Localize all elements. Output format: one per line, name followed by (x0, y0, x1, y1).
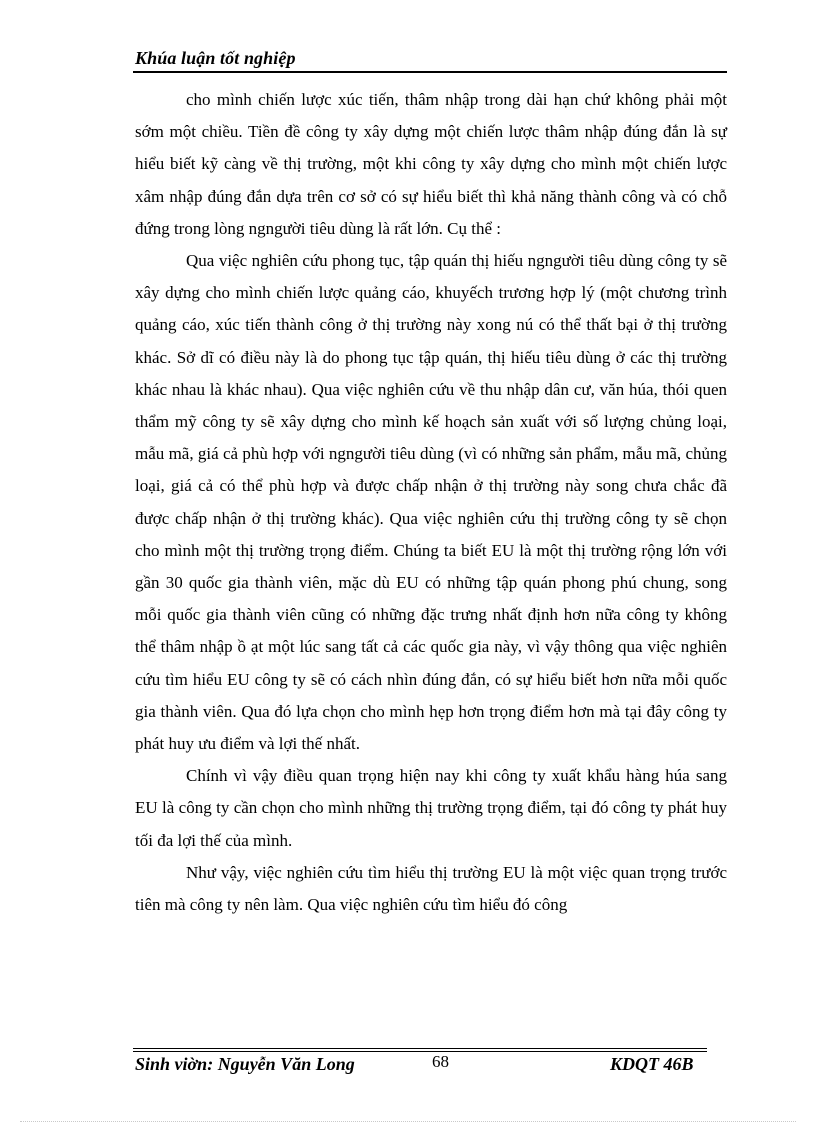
page-edge-divider (20, 1121, 796, 1122)
body-text (135, 84, 727, 921)
footer-class-code: KDQT 46B (610, 1054, 694, 1074)
footer-author: Sinh viờn: Nguyễn Văn Long (135, 1054, 355, 1074)
footer-rule-top (133, 1048, 707, 1049)
footer-rule-bottom (133, 1051, 707, 1052)
header-rule (133, 71, 727, 73)
page-number: 68 (432, 1052, 449, 1071)
paragraph-2: Qua việc nghiên cứu phong tục, tập quán thị hiếu ngngười tiêu dùng công ty sẽ xây dựng cho mình chiến lược quảng cáo, khuyếch trương hợp lý (một chương trình quảng cáo, xúc tiến thành công ở thị trường này xong nú có thể thất bại ở thị trường khác. Sở dĩ có điều này là do phong tục tập quán, thị hiếu tiêu dùng ở các thị trường khác nhau là khác nhau). Qua việc nghiên cứu về thu nhập dân cư, văn húa, thói quen thẩm mỹ công ty sẽ xây dựng cho mình kế hoạch sản xuất với số lượng chủng loại, mẫu mã, giá cả phù hợp với ngngười tiêu dùng (vì có những sản phẩm, mẫu mã, chủng loại, giá cả có thể phù hợp và được chấp nhận ở thị trường này song chưa chắc đã được chấp nhận ở thị trường khác). Qua việc nghiên cứu thị trường công ty sẽ chọn cho mình một thị trường trọng điểm. Chúng ta biết EU là một thị trường rộng lớn với gần 30 quốc gia thành viên, mặc dù EU có những tập quán phong phú chung, song mỗi quốc gia thành viên cũng có những đặc trưng nhất định hơn nữa công ty không thể thâm nhập ồ ạt một lúc sang tất cả các quốc gia này, vì vậy thông qua việc nghiên cứu tìm hiểu EU công ty sẽ có cách nhìn đúng đắn, có sự hiểu biết hơn nữa mỗi quốc gia thành viên. Qua đó lựa chọn cho mình hẹp hơn trọng điểm hơn mà tại đây công ty phát huy ưu điểm và lợi thế nhất. (135, 251, 727, 754)
paragraph-1: cho mình chiến lược xúc tiến, thâm nhập trong dài hạn chứ không phải một sớm một chiều. Tiền đề công ty xây dựng một chiến lược thâm nhập đúng đắn là sự hiểu biết kỹ càng về thị trường, một khi công ty xây dựng cho mình một chiến lược xâm nhập đúng đắn dựa trên cơ sở có sự hiểu biết thì khả năng thành công và có chỗ đứng trong lòng ngngười tiêu dùng là rất lớn. Cụ thể : (135, 90, 727, 238)
header-title: Khúa luận tốt nghiệp (135, 48, 296, 68)
paragraph-4: Như vậy, việc nghiên cứu tìm hiểu thị trường EU là một việc quan trọng trước tiên mà công ty nên làm. Qua việc nghiên cứu tìm hiểu đó công (135, 862, 727, 915)
paragraph-3: Chính vì vậy điều quan trọng hiện nay khi công ty xuất khẩu hàng húa sang EU là công ty cần chọn cho mình những thị trường trọng điểm, tại đó công ty phát huy tối đa lợi thế của mình. (135, 766, 727, 850)
